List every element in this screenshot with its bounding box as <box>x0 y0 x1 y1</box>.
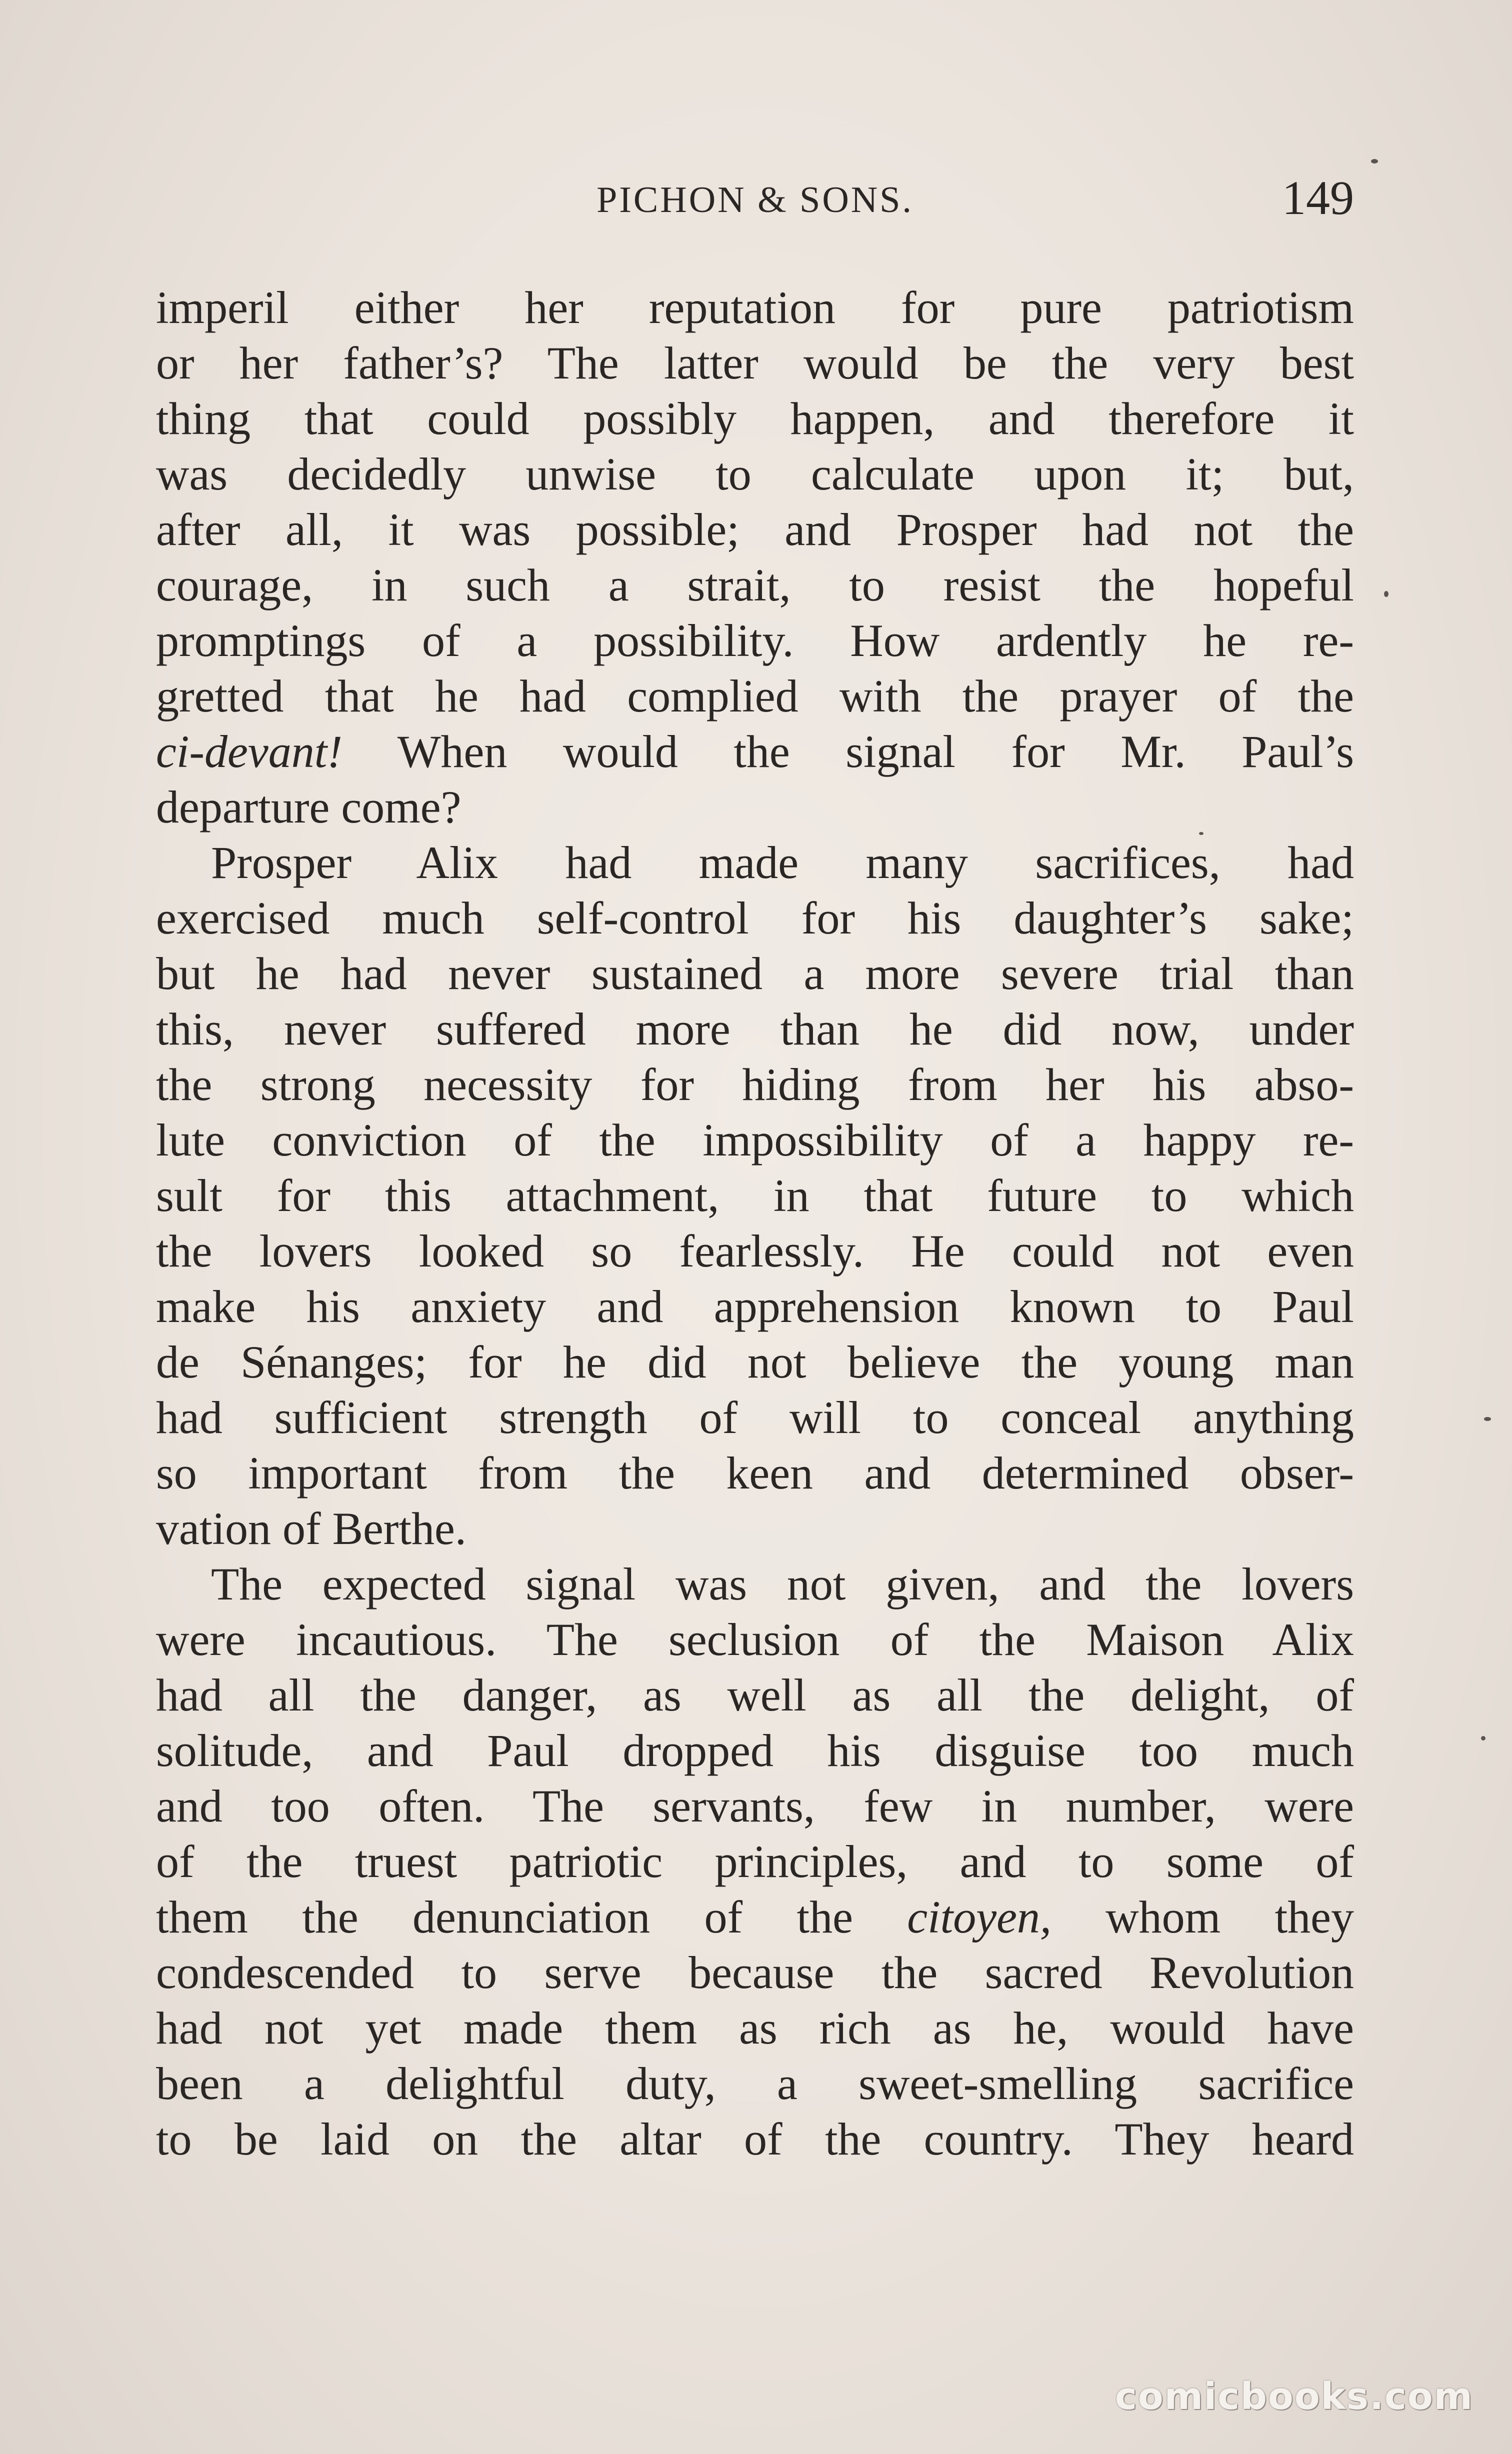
text-line <box>156 724 1354 780</box>
italic-text: citoyen, <box>907 1892 1052 1942</box>
text-fragment: had all the danger, as well as all the delight, of <box>156 1670 1354 1720</box>
running-head <box>156 170 1354 240</box>
paper-speck <box>1199 832 1204 835</box>
text-line <box>156 1612 1354 1668</box>
text-fragment: imperil either her reputation for pure patriotism <box>156 282 1354 333</box>
text-line <box>156 1057 1354 1112</box>
text-line <box>156 2056 1354 2112</box>
text-fragment: departure come? <box>156 782 462 832</box>
text-line <box>156 1778 1354 1834</box>
text-line <box>156 1446 1354 1501</box>
text-line <box>156 558 1354 613</box>
text-fragment: them the denunciation of the <box>156 1892 908 1942</box>
text-fragment: or her father’s? The latter would be the very best <box>156 338 1354 388</box>
paper-speck <box>1484 1417 1491 1421</box>
text-fragment: sult for this attachment, in that future to which <box>156 1170 1354 1221</box>
text-fragment: the lovers looked so fearlessly. He could not even <box>156 1226 1354 1276</box>
text-line <box>156 1112 1354 1168</box>
text-line <box>156 1501 1354 1556</box>
text-fragment: thing that could possibly happen, and therefore it <box>156 393 1354 444</box>
paper-speck <box>1384 591 1388 597</box>
text-line <box>156 391 1354 446</box>
text-fragment: vation of Berthe. <box>156 1503 466 1554</box>
text-fragment: this, never suffered more than he did now, under <box>156 1004 1354 1054</box>
text-line <box>156 1390 1354 1446</box>
text-fragment: The expected signal was not given, and the lovers <box>211 1558 1354 1610</box>
text-line <box>156 1002 1354 1057</box>
text-fragment: after all, it was possible; and Prosper had not the <box>156 504 1354 555</box>
text-fragment: solitude, and Paul dropped his disguise too much <box>156 1725 1354 1776</box>
text-line <box>156 668 1354 724</box>
body-text <box>156 280 1354 2167</box>
text-fragment: lute conviction of the impossibility of a happy re- <box>156 1114 1354 1166</box>
text-line <box>156 890 1354 946</box>
text-fragment: make his anxiety and apprehension known to Paul <box>156 1281 1354 1332</box>
text-fragment: of the truest patriotic principles, and to some of <box>156 1836 1354 1887</box>
text-line <box>156 1668 1354 1723</box>
text-line <box>156 1168 1354 1224</box>
text-line <box>156 502 1354 558</box>
text-line <box>156 1834 1354 1890</box>
text-fragment: and too often. The servants, few in number, were <box>156 1780 1354 1832</box>
text-line <box>156 1224 1354 1279</box>
watermark-logo: comicbooks.com <box>1115 2375 1474 2418</box>
text-line <box>156 1945 1354 2000</box>
text-line <box>156 280 1354 336</box>
text-fragment: Prosper Alix had made many sacrifices, had <box>211 837 1354 888</box>
text-fragment: were incautious. The seclusion of the Maison Alix <box>156 1614 1354 1665</box>
paper-speck <box>1371 159 1378 164</box>
text-fragment: had not yet made them as rich as he, would have <box>156 2002 1354 2054</box>
text-line <box>156 1279 1354 1334</box>
text-line <box>156 1556 1354 1612</box>
text-line <box>156 1334 1354 1390</box>
text-line <box>156 946 1354 1002</box>
text-line <box>156 1723 1354 1778</box>
running-title: PICHON & SONS. <box>596 180 914 220</box>
text-fragment: de Sénanges; for he did not believe the young man <box>156 1336 1354 1388</box>
text-fragment: so important from the keen and determined obser- <box>156 1448 1354 1498</box>
text-line <box>156 2112 1354 2167</box>
text-line <box>156 613 1354 668</box>
text-fragment: condescended to serve because the sacred Revolution <box>156 1947 1354 1998</box>
text-fragment: to be laid on the altar of the country. They heard <box>156 2114 1354 2164</box>
text-line <box>156 1890 1354 1945</box>
text-fragment: the strong necessity for hiding from her his abso- <box>156 1059 1354 1110</box>
text-line <box>156 2000 1354 2056</box>
text-fragment: When would the signal for Mr. Paul’s <box>342 726 1354 777</box>
text-fragment: had sufficient strength of will to conceal anything <box>156 1392 1354 1443</box>
text-fragment: whom they <box>1051 1892 1354 1942</box>
text-fragment: been a delightful duty, a sweet-smelling sacrifice <box>156 2058 1354 2109</box>
text-line <box>156 780 1354 835</box>
text-fragment: was decidedly unwise to calculate upon it; but, <box>156 448 1354 500</box>
text-fragment: promptings of a possibility. How ardently he re- <box>156 615 1354 666</box>
italic-text: ci-devant! <box>156 726 342 777</box>
text-line <box>156 446 1354 502</box>
paper-speck <box>1481 1736 1486 1740</box>
text-line <box>156 336 1354 391</box>
page-number: 149 <box>1282 171 1354 224</box>
text-fragment: but he had never sustained a more severe trial than <box>156 948 1354 999</box>
text-fragment: exercised much self-control for his daughter’s sake; <box>156 892 1354 944</box>
text-line <box>156 835 1354 890</box>
text-fragment: gretted that he had complied with the prayer of the <box>156 670 1354 722</box>
text-fragment: courage, in such a strait, to resist the hopeful <box>156 560 1354 610</box>
